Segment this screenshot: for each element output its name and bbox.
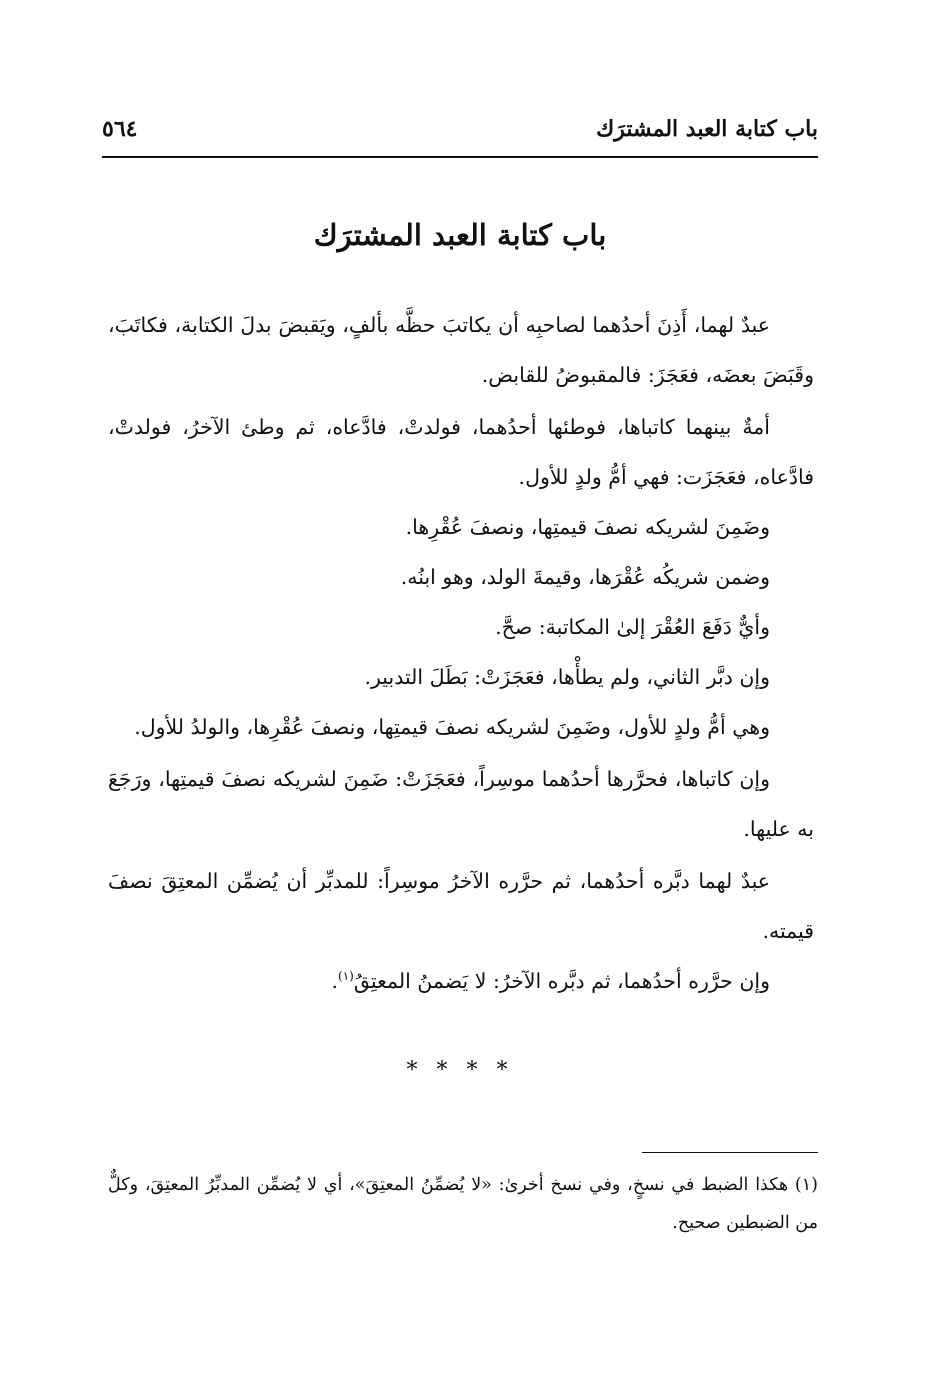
paragraph: وأيٌّ دَفَعَ العُقْرَ إلىٰ المكاتبة: صحَّ.: [495, 615, 770, 639]
body-text: [108, 300, 814, 1006]
paragraph: وإن دبَّر الثاني، ولم يطأْها، فعَجَزَتْ: بَطَلَ التدبير.: [364, 665, 770, 689]
paragraph: وضَمِنَ لشريكه نصفَ قيمتِها، ونصفَ عُقْرِها.: [405, 515, 770, 539]
paragraph: أمةٌ بينهما كاتباها، فوطئها أحدُهما، فولدتْ، فادَّعاه، ثم وطئ الآخرُ، فولدتْ، فادَّعاه، فعَجَزَت: فهي أمُّ ولدٍ للأول.: [108, 415, 814, 489]
paragraph-tail: .: [331, 969, 338, 993]
paragraph: عبدٌ لهما دبَّره أحدُهما، ثم حرَّره الآخرُ موسِراً: للمدبِّر أن يُضمِّن المعتِقَ نصفَ قيمته.: [108, 869, 814, 943]
section-separator: * * * *: [406, 1058, 514, 1083]
paragraph: وضمن شريكُه عُقْرَها، وقيمةَ الولد، وهو ابنُه.: [400, 565, 770, 589]
running-title: باب كتابة العبد المشترَك: [596, 116, 818, 142]
paragraph: وهي أمُّ ولدٍ للأول، وضَمِنَ لشريكه نصفَ قيمتِها، ونصفَ عُقْرِها، والولدُ للأول.: [134, 715, 770, 739]
paragraph: عبدٌ لهما، أَذِنَ أحدُهما لصاحبِه أن يكاتبَ حظَّه بألفٍ، ويَقبضَ بدلَ الكتابة، فكاتَبَ، وقَبَضَ بعضَه، فعَجَزَ: فالمقبوضُ للقابض.: [108, 313, 814, 387]
chapter-title: باب كتابة العبد المشترَك: [313, 218, 607, 252]
paragraph: وإن كاتباها، فحرَّرها أحدُهما موسِراً، فعَجَزَتْ: ضَمِنَ لشريكه نصفَ قيمتِها، ورَجَعَ به عليها.: [108, 767, 814, 841]
page-header: [102, 112, 818, 158]
paragraph-text: وإن حرَّره أحدُهما، ثم دبَّره الآخرُ: لا يَضمنُ المعتِقُ: [353, 969, 770, 993]
footnote-marker[interactable]: (١): [338, 969, 354, 984]
footnote: (١) هكذا الضبط في نسخٍ، وفي نسخ أخرىٰ: «لا يُضمِّنُ المعتِقَ»، أي لا يُضمِّن المدبِّرُ المعتِقَ، وكلٌّ من الضبطين صحيح.: [108, 1175, 818, 1233]
page-number: ٥٦٤: [102, 116, 138, 142]
paragraph-with-note: [108, 956, 814, 1006]
footnote-divider: [642, 1152, 818, 1153]
